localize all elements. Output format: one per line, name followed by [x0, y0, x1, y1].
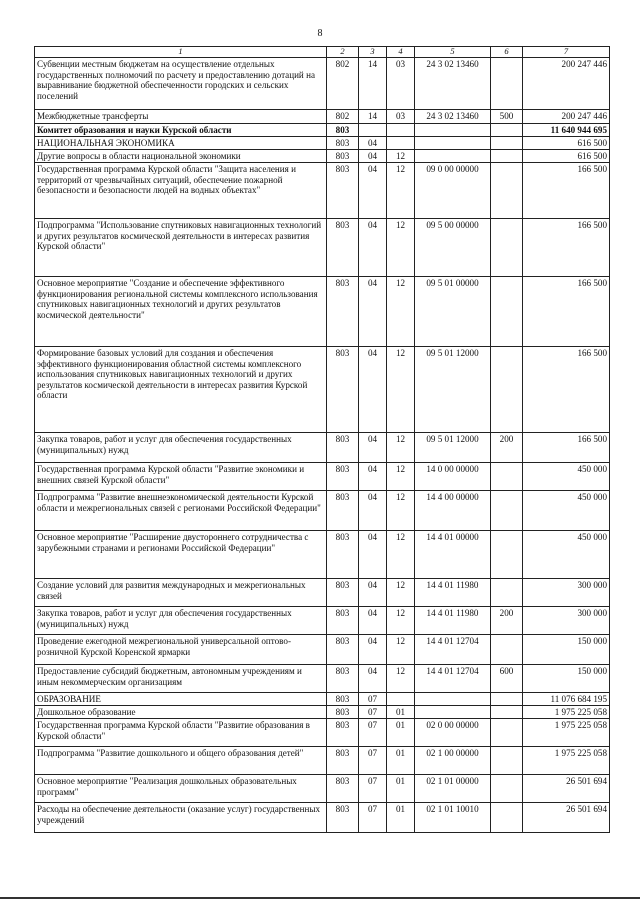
cell-subsection: 01 [387, 705, 415, 718]
table-row [35, 136, 610, 149]
cell-section: 14 [359, 57, 387, 109]
table-row [35, 149, 610, 162]
cell-target-article: 14 4 01 12704 [415, 634, 491, 664]
cell-subsection [387, 136, 415, 149]
cell-section: 07 [359, 718, 387, 746]
row-name: Подпрограмма "Развитие внешнеэкономической деятельности Курской области и межрегиональных связей с регионами Российской Федерации" [35, 490, 327, 530]
cell-ministry-code: 803 [327, 162, 359, 218]
cell-target-article: 09 5 01 00000 [415, 276, 491, 346]
cell-subsection: 12 [387, 606, 415, 634]
cell-amount: 1 975 225 058 [523, 746, 610, 774]
cell-amount: 26 501 694 [523, 774, 610, 802]
cell-subsection: 01 [387, 718, 415, 746]
cell-subsection: 03 [387, 57, 415, 109]
cell-expense-type [491, 692, 523, 705]
cell-target-article: 09 0 00 00000 [415, 162, 491, 218]
cell-ministry-code: 803 [327, 692, 359, 705]
cell-subsection: 12 [387, 432, 415, 462]
cell-amount: 1 975 225 058 [523, 705, 610, 718]
table-row [35, 346, 610, 432]
row-name: Основное мероприятие "Реализация дошкольных образовательных программ" [35, 774, 327, 802]
cell-target-article: 02 1 01 10010 [415, 802, 491, 832]
cell-expense-type [491, 746, 523, 774]
cell-expense-type: 200 [491, 606, 523, 634]
row-name: Основное мероприятие "Расширение двустороннего сотрудничества с зарубежными странами и регионами Российской Федерации" [35, 530, 327, 578]
cell-target-article [415, 692, 491, 705]
cell-subsection: 12 [387, 218, 415, 276]
cell-ministry-code: 803 [327, 218, 359, 276]
cell-section: 07 [359, 692, 387, 705]
cell-ministry-code: 803 [327, 664, 359, 692]
column-number: 7 [523, 47, 610, 58]
cell-amount: 26 501 694 [523, 802, 610, 832]
cell-section: 04 [359, 136, 387, 149]
row-name: Комитет образования и науки Курской области [35, 123, 327, 136]
cell-target-article [415, 705, 491, 718]
cell-target-article: 24 3 02 13460 [415, 109, 491, 123]
cell-ministry-code: 802 [327, 57, 359, 109]
cell-subsection: 12 [387, 634, 415, 664]
cell-target-article: 14 4 00 00000 [415, 490, 491, 530]
cell-section: 07 [359, 774, 387, 802]
cell-ministry-code: 803 [327, 746, 359, 774]
table-row [35, 705, 610, 718]
cell-ministry-code: 803 [327, 578, 359, 606]
cell-target-article: 14 4 01 00000 [415, 530, 491, 578]
cell-target-article [415, 149, 491, 162]
cell-expense-type: 500 [491, 109, 523, 123]
cell-ministry-code: 803 [327, 462, 359, 490]
cell-target-article: 14 4 01 11980 [415, 578, 491, 606]
row-name: Государственная программа Курской области "Развитие экономики и внешних связей Курской области" [35, 462, 327, 490]
cell-section: 04 [359, 432, 387, 462]
cell-amount: 450 000 [523, 490, 610, 530]
cell-target-article: 14 4 01 12704 [415, 664, 491, 692]
cell-subsection: 01 [387, 774, 415, 802]
row-name: Предоставление субсидий бюджетным, автономным учреждениям и иным некоммерческим организациям [35, 664, 327, 692]
cell-section: 07 [359, 746, 387, 774]
column-number: 2 [327, 47, 359, 58]
column-number: 4 [387, 47, 415, 58]
cell-target-article: 02 0 00 00000 [415, 718, 491, 746]
cell-section: 04 [359, 462, 387, 490]
cell-subsection: 12 [387, 346, 415, 432]
cell-section: 04 [359, 149, 387, 162]
cell-amount: 166 500 [523, 346, 610, 432]
cell-amount: 616 500 [523, 149, 610, 162]
column-number: 3 [359, 47, 387, 58]
cell-section: 04 [359, 664, 387, 692]
cell-amount: 300 000 [523, 578, 610, 606]
cell-section: 04 [359, 346, 387, 432]
cell-amount: 150 000 [523, 664, 610, 692]
cell-ministry-code: 803 [327, 705, 359, 718]
cell-target-article: 14 4 01 11980 [415, 606, 491, 634]
row-name: Подпрограмма "Использование спутниковых навигационных технологий и других результатов космической деятельности в интересах развития Курской области" [35, 218, 327, 276]
cell-ministry-code: 803 [327, 802, 359, 832]
cell-target-article: 24 3 02 13460 [415, 57, 491, 109]
cell-expense-type [491, 276, 523, 346]
cell-ministry-code: 803 [327, 276, 359, 346]
table-row [35, 276, 610, 346]
cell-expense-type [491, 136, 523, 149]
cell-section: 14 [359, 109, 387, 123]
row-name: Подпрограмма "Развитие дошкольного и общего образования детей" [35, 746, 327, 774]
cell-subsection: 03 [387, 109, 415, 123]
table-row [35, 692, 610, 705]
cell-section: 07 [359, 802, 387, 832]
cell-amount: 200 247 446 [523, 109, 610, 123]
row-name: Государственная программа Курской области "Защита населения и территорий от чрезвычайных ситуаций, обеспечение пожарной безопасности и безопасности людей на водных объектах" [35, 162, 327, 218]
row-name: Закупка товаров, работ и услуг для обеспечения государственных (муниципальных) нужд [35, 432, 327, 462]
cell-section: 04 [359, 606, 387, 634]
cell-target-article [415, 136, 491, 149]
table-row [35, 109, 610, 123]
cell-ministry-code: 802 [327, 109, 359, 123]
cell-section: 07 [359, 705, 387, 718]
cell-subsection: 12 [387, 276, 415, 346]
table-row [35, 432, 610, 462]
cell-target-article: 09 5 01 12000 [415, 432, 491, 462]
cell-ministry-code: 803 [327, 718, 359, 746]
row-name: Основное мероприятие "Создание и обеспечение эффективного функционирования региональной системы комплексного использования спутниковых навигационных технологий и других результатов космической деятельности" [35, 276, 327, 346]
cell-subsection: 01 [387, 746, 415, 774]
table-row [35, 802, 610, 832]
cell-expense-type [491, 149, 523, 162]
page-number: 8 [317, 28, 323, 39]
table-row [35, 218, 610, 276]
cell-subsection: 12 [387, 490, 415, 530]
cell-target-article: 09 5 00 00000 [415, 218, 491, 276]
table-row [35, 530, 610, 578]
column-number-row [35, 47, 610, 58]
cell-ministry-code: 803 [327, 530, 359, 578]
cell-section: 04 [359, 530, 387, 578]
cell-expense-type [491, 718, 523, 746]
cell-amount: 166 500 [523, 162, 610, 218]
table-row [35, 123, 610, 136]
cell-amount: 150 000 [523, 634, 610, 664]
cell-expense-type [491, 774, 523, 802]
table-row [35, 57, 610, 109]
cell-amount: 166 500 [523, 218, 610, 276]
cell-ministry-code: 803 [327, 136, 359, 149]
cell-ministry-code: 803 [327, 774, 359, 802]
cell-target-article: 02 1 01 00000 [415, 774, 491, 802]
cell-target-article: 14 0 00 00000 [415, 462, 491, 490]
cell-target-article: 09 5 01 12000 [415, 346, 491, 432]
cell-amount: 450 000 [523, 530, 610, 578]
cell-expense-type [491, 530, 523, 578]
row-name: Дошкольное образование [35, 705, 327, 718]
cell-subsection: 12 [387, 530, 415, 578]
cell-ministry-code: 803 [327, 123, 359, 136]
cell-expense-type [491, 490, 523, 530]
page-edge-line [0, 897, 640, 899]
cell-section: 04 [359, 162, 387, 218]
row-name: Расходы на обеспечение деятельности (оказание услуг) государственных учреждений [35, 802, 327, 832]
cell-section: 04 [359, 578, 387, 606]
cell-amount: 11 076 684 195 [523, 692, 610, 705]
table-row [35, 606, 610, 634]
cell-amount: 200 247 446 [523, 57, 610, 109]
table-row [35, 664, 610, 692]
cell-amount: 300 000 [523, 606, 610, 634]
cell-expense-type: 600 [491, 664, 523, 692]
cell-subsection: 12 [387, 462, 415, 490]
cell-expense-type [491, 634, 523, 664]
cell-amount: 450 000 [523, 462, 610, 490]
row-name: НАЦИОНАЛЬНАЯ ЭКОНОМИКА [35, 136, 327, 149]
cell-section [359, 123, 387, 136]
cell-expense-type [491, 578, 523, 606]
row-name: Субвенции местным бюджетам на осуществление отдельных государственных полномочий по расчету и предоставлению дотаций на выравнивание бюджетной обеспеченности городских и сельских поселений [35, 57, 327, 109]
cell-ministry-code: 803 [327, 634, 359, 664]
cell-ministry-code: 803 [327, 432, 359, 462]
cell-ministry-code: 803 [327, 346, 359, 432]
cell-expense-type [491, 218, 523, 276]
cell-expense-type: 200 [491, 432, 523, 462]
cell-section: 04 [359, 490, 387, 530]
cell-expense-type [491, 123, 523, 136]
row-name: Закупка товаров, работ и услуг для обеспечения государственных (муниципальных) нужд [35, 606, 327, 634]
table-row [35, 718, 610, 746]
cell-expense-type [491, 57, 523, 109]
cell-expense-type [491, 802, 523, 832]
cell-subsection: 12 [387, 578, 415, 606]
cell-expense-type [491, 462, 523, 490]
cell-expense-type [491, 346, 523, 432]
row-name: Проведение ежегодной межрегиональной универсальной оптово-розничной Курской Коренской ярмарки [35, 634, 327, 664]
cell-subsection: 12 [387, 664, 415, 692]
column-number: 1 [35, 47, 327, 58]
cell-section: 04 [359, 634, 387, 664]
column-number: 6 [491, 47, 523, 58]
cell-expense-type [491, 705, 523, 718]
cell-section: 04 [359, 218, 387, 276]
cell-section: 04 [359, 276, 387, 346]
row-name: Другие вопросы в области национальной экономики [35, 149, 327, 162]
cell-ministry-code: 803 [327, 490, 359, 530]
table-row [35, 578, 610, 606]
cell-subsection: 12 [387, 149, 415, 162]
row-name: ОБРАЗОВАНИЕ [35, 692, 327, 705]
cell-amount: 11 640 944 695 [523, 123, 610, 136]
table-row [35, 746, 610, 774]
cell-amount: 166 500 [523, 276, 610, 346]
cell-expense-type [491, 162, 523, 218]
budget-table [34, 46, 610, 833]
cell-amount: 1 975 225 058 [523, 718, 610, 746]
row-name: Государственная программа Курской области "Развитие образования в Курской области" [35, 718, 327, 746]
cell-subsection: 12 [387, 162, 415, 218]
table-row [35, 774, 610, 802]
cell-target-article: 02 1 00 00000 [415, 746, 491, 774]
cell-amount: 616 500 [523, 136, 610, 149]
cell-amount: 166 500 [523, 432, 610, 462]
table-row [35, 634, 610, 664]
row-name: Формирование базовых условий для создания и обеспечения эффективного функционирования областной системы комплексного использования спутниковых навигационных технологий и других результатов космической деятельности в интересах развития Курской области [35, 346, 327, 432]
column-number: 5 [415, 47, 491, 58]
table-row [35, 490, 610, 530]
cell-subsection [387, 692, 415, 705]
cell-subsection [387, 123, 415, 136]
row-name: Создание условий для развития международных и межрегиональных связей [35, 578, 327, 606]
table-row [35, 162, 610, 218]
row-name: Межбюджетные трансферты [35, 109, 327, 123]
cell-ministry-code: 803 [327, 149, 359, 162]
cell-subsection: 01 [387, 802, 415, 832]
cell-target-article [415, 123, 491, 136]
table-row [35, 462, 610, 490]
cell-ministry-code: 803 [327, 606, 359, 634]
